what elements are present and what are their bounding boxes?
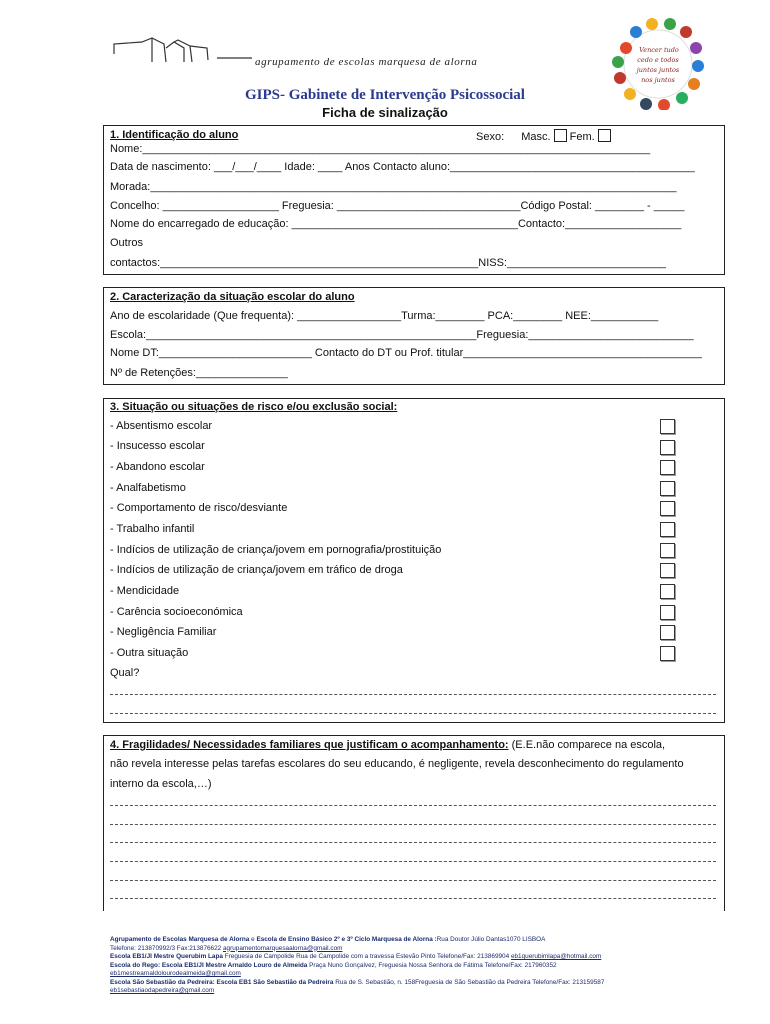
contactos-field[interactable]: contactos:____________________________________________________NISS:__________________________ xyxy=(110,257,667,269)
section-identificacao xyxy=(103,125,725,275)
risk-item-checkbox[interactable] xyxy=(660,419,675,434)
answer-line[interactable] xyxy=(110,898,716,899)
risk-item-label: - Insucesso escolar xyxy=(110,440,205,452)
answer-line[interactable] xyxy=(110,694,716,695)
risk-item-checkbox[interactable] xyxy=(660,543,675,558)
risk-item-checkbox[interactable] xyxy=(660,605,675,620)
section4-text-3: interno da escola,…) xyxy=(110,778,212,790)
section4-text-2: não revela interesse pelas tarefas escolares do seu educando, é negligente, revela desconhecimento do regulamento xyxy=(110,758,684,770)
section-situacoes-risco xyxy=(103,398,725,723)
footer-rego-email-link[interactable]: eb1mestrearnaldolourodealmeida@gmail.com xyxy=(110,970,241,977)
risk-item-checkbox[interactable] xyxy=(660,646,675,661)
retencoes-field[interactable]: Nº de Retenções:_______________ xyxy=(110,367,288,379)
risk-item-label: - Comportamento de risco/desviante xyxy=(110,502,288,514)
footer xyxy=(110,936,720,996)
risk-item-label: - Carência socioeconómica xyxy=(110,606,243,618)
footer-rego: Escola do Rego: Escola EB1/JI Mestre Arnaldo Louro de Almeida xyxy=(110,961,308,969)
sexo-label: Sexo: xyxy=(476,131,505,143)
footer-email-link[interactable]: agrupamentomarquesaalorna@gmail.com xyxy=(223,944,343,952)
footer-sebastiao-email-link[interactable]: eb1sebastiaodapedreira@gmail.com xyxy=(110,987,215,994)
risk-item-checkbox[interactable] xyxy=(660,501,675,516)
badge-text-4: nos juntos xyxy=(641,76,675,84)
badge-text-1: Vencer tudo xyxy=(639,46,679,54)
footer-sebastiao-address: Rua de S. Sebastião, n. 158Freguesia de São Sebastião da Pedreira Telefone/Fax: 213159587 xyxy=(333,978,605,986)
answer-line[interactable] xyxy=(110,824,716,825)
footer-sebastiao: Escola São Sebastião da Pedreira: Escola EB1 São Sebastião da Pedreira xyxy=(110,978,334,986)
footer-rego-address: Praça Nuno Gonçalvez, Freguesia Nossa Senhora de Fátima Telefone/Fax: 217960352 xyxy=(307,961,557,969)
escola-field[interactable]: Escola:______________________________________________________Freguesia:___________________________ xyxy=(110,329,694,341)
footer-address: Rua Doutor Júlio Dantas1070 LISBOA xyxy=(436,936,546,943)
school-name: agrupamento de escolas marquesa de alorna xyxy=(255,56,478,68)
answer-line[interactable] xyxy=(110,880,716,881)
footer-text: e xyxy=(249,936,257,943)
section-fragilidades xyxy=(103,735,725,911)
dt-field[interactable]: Nome DT:_________________________ Contacto do DT ou Prof. titular_______________________________________ xyxy=(110,347,702,359)
answer-line[interactable] xyxy=(110,713,716,714)
risk-item-checkbox[interactable] xyxy=(660,584,675,599)
risk-item-label: - Negligência Familiar xyxy=(110,626,217,638)
qual-label: Qual? xyxy=(110,667,140,679)
ano-field[interactable]: Ano de escolaridade (Que frequenta): _________________Turma:________ PCA:________ NEE:___________ xyxy=(110,310,659,322)
masc-checkbox[interactable] xyxy=(554,129,567,142)
risk-item-checkbox[interactable] xyxy=(660,625,675,640)
answer-line[interactable] xyxy=(110,805,716,806)
badge-text-2: cedo e todos xyxy=(637,56,679,64)
risk-item-label: - Analfabetismo xyxy=(110,482,186,494)
risk-item-checkbox[interactable] xyxy=(660,481,675,496)
nascimento-field[interactable]: Data de nascimento: ___/___/____ Idade: ____ Anos Contacto aluno:________________________________________ xyxy=(110,161,695,173)
risk-item-label: - Indícios de utilização de criança/jovem em pornografia/prostituição xyxy=(110,544,442,556)
risk-item-checkbox[interactable] xyxy=(660,563,675,578)
footer-phone: Telefone: 213870992/3 Fax:213876622 xyxy=(110,944,223,952)
risk-item-checkbox[interactable] xyxy=(660,460,675,475)
nome-field[interactable]: Nome:___________________________________________________________________________________ xyxy=(110,143,651,155)
encarregado-field[interactable]: Nome do encarregado de educação: _____________________________________Contacto:___________________ xyxy=(110,218,682,230)
footer-escola-basica: Escola de Ensino Básico 2º e 3º Ciclo Marquesa de Alorna : xyxy=(256,936,437,943)
fem-label: Fem. xyxy=(569,131,595,143)
page-subtitle: Ficha de sinalização xyxy=(322,105,448,120)
section4-heading: 4. Fragilidades/ Necessidades familiares que justificam o acompanhamento: xyxy=(110,739,509,751)
risk-item-checkbox[interactable] xyxy=(660,440,675,455)
risk-item-label: - Trabalho infantil xyxy=(110,523,195,535)
badge-text-3: juntos juntos xyxy=(636,66,680,74)
risk-item-label: - Absentismo escolar xyxy=(110,420,213,432)
section4-text-1: (E.E.não comparece na escola, xyxy=(508,739,666,751)
section1-heading: 1. Identificação do aluno xyxy=(110,129,239,141)
morada-field[interactable]: Morada:______________________________________________________________________________________ xyxy=(110,181,677,193)
answer-line[interactable] xyxy=(110,842,716,843)
footer-querubim: Escola EB1/JI Mestre Querubim Lapa xyxy=(110,953,223,960)
outros-label: Outros xyxy=(110,237,144,249)
page-title: GIPS- Gabinete de Intervenção Psicossocial xyxy=(245,87,525,103)
risk-item-checkbox[interactable] xyxy=(660,522,675,537)
footer-querubim-address: Freguesia de Campolide Rua de Campolide com a travessa Estevão Pinto Telefone/Fax: 213869904 xyxy=(222,953,511,960)
risk-item-label: - Mendicidade xyxy=(110,585,180,597)
section2-heading: 2. Caracterização da situação escolar do aluno xyxy=(110,291,355,303)
answer-line[interactable] xyxy=(110,861,716,862)
risk-item-label: - Indícios de utilização de criança/jovem em tráfico de droga xyxy=(110,564,403,576)
risk-item-label: - Abandono escolar xyxy=(110,461,205,473)
section3-heading: 3. Situação ou situações de risco e/ou exclusão social: xyxy=(110,401,398,413)
fem-checkbox[interactable] xyxy=(598,129,611,142)
footer-querubim-email-link[interactable]: eb1querubimlapa@hotmail.com xyxy=(510,953,602,960)
masc-label: Masc. xyxy=(521,131,551,143)
concelho-field[interactable]: Concelho: ___________________ Freguesia: ______________________________Código Postal: ________ - _____ xyxy=(110,200,685,212)
risk-item-label: - Outra situação xyxy=(110,647,189,659)
section-situacao-escolar xyxy=(103,287,725,385)
footer-agrupamento: Agrupamento de Escolas Marquesa de Alorna xyxy=(110,936,250,943)
